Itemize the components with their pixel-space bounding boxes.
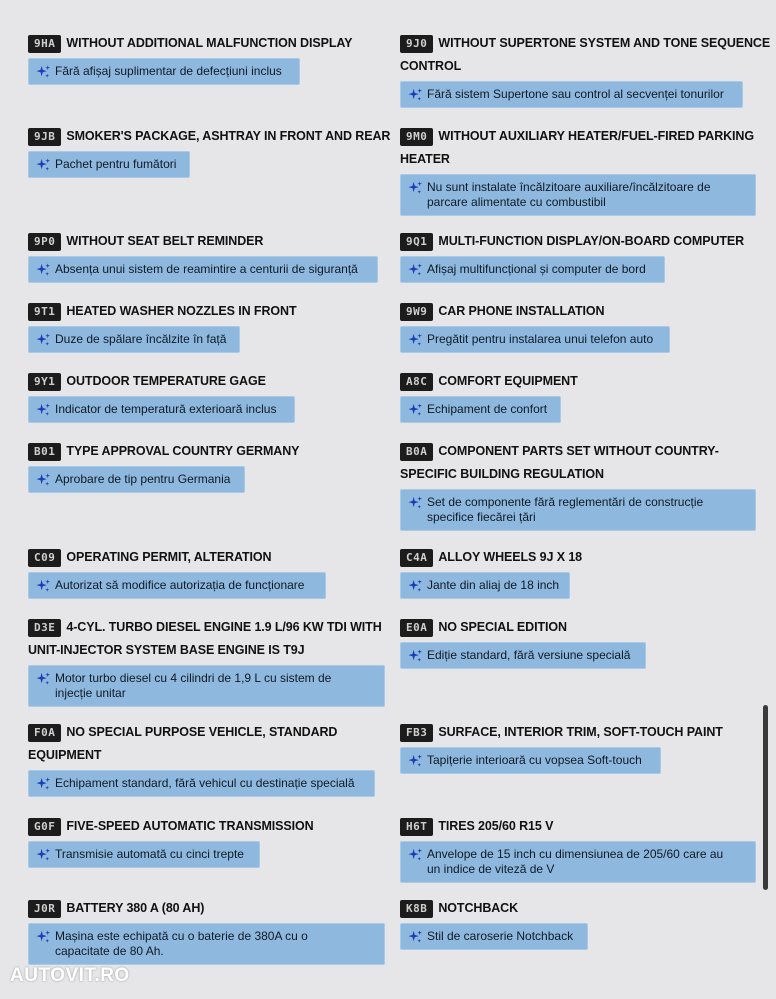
equipment-title: CAR PHONE INSTALLATION (438, 304, 605, 318)
equipment-item-9t1 (28, 300, 297, 346)
ai-sparkle-icon (36, 333, 51, 347)
translation-box (28, 841, 260, 868)
equipment-code: H6T (400, 818, 433, 836)
equipment-title-continued: UNIT-INJECTOR SYSTEM BASE ENGINE IS T9J (28, 643, 305, 657)
equipment-code: J0R (28, 900, 61, 918)
equipment-title: ALLOY WHEELS 9J X 18 (438, 550, 583, 564)
equipment-item-a8c (400, 370, 578, 416)
equipment-item-fb3 (400, 721, 723, 767)
equipment-title: COMPONENT PARTS SET WITHOUT COUNTRY- (438, 444, 719, 458)
equipment-item-9q1 (400, 230, 745, 276)
equipment-code: 9Y1 (28, 373, 61, 391)
ai-sparkle-icon (36, 473, 51, 487)
translation-text: Autorizat să modifice autorizația de funcționare (55, 578, 305, 592)
equipment-item-k8b (400, 897, 574, 943)
equipment-code: K8B (400, 900, 433, 918)
translation-text: Set de componente fără reglementări de construcție (427, 495, 704, 509)
equipment-title: WITHOUT AUXILIARY HEATER/FUEL-FIRED PARKING (438, 129, 754, 143)
equipment-title-continued: SPECIFIC BUILDING REGULATION (400, 467, 604, 481)
translation-box (400, 326, 670, 353)
ai-sparkle-icon (408, 181, 423, 195)
equipment-title: OPERATING PERMIT, ALTERATION (66, 550, 272, 564)
ai-sparkle-icon (408, 848, 423, 862)
equipment-code: E0A (400, 619, 433, 637)
equipment-title: HEATED WASHER NOZZLES IN FRONT (66, 304, 297, 318)
translation-box (28, 770, 375, 797)
ai-sparkle-icon (36, 158, 51, 172)
ai-sparkle-icon (36, 403, 51, 417)
equipment-code: 9JB (28, 128, 61, 146)
equipment-item-e0a (400, 616, 631, 662)
translation-text: Echipament de confort (427, 402, 548, 416)
translation-box (400, 489, 756, 531)
translation-box (28, 572, 326, 599)
translation-text: Afișaj multifuncțional și computer de bord (427, 262, 646, 276)
scrollbar[interactable] (763, 705, 768, 890)
translation-text-continued: injecție unitar (55, 686, 126, 700)
ai-sparkle-icon (408, 579, 423, 593)
ai-sparkle-icon (408, 754, 423, 768)
ai-sparkle-icon (408, 496, 423, 510)
equipment-title: OUTDOOR TEMPERATURE GAGE (66, 374, 266, 388)
translation-text: Pachet pentru fumători (55, 157, 177, 171)
equipment-title: NO SPECIAL PURPOSE VEHICLE, STANDARD (66, 725, 338, 739)
translation-box (28, 151, 190, 178)
translation-text: Transmisie automată cu cinci trepte (55, 847, 244, 861)
equipment-item-c4a (400, 546, 583, 592)
equipment-title-continued: CONTROL (400, 59, 462, 73)
equipment-title: TIRES 205/60 R15 V (438, 819, 554, 833)
translation-box (400, 396, 561, 423)
equipment-item-b01 (28, 440, 300, 486)
equipment-code: FB3 (400, 724, 433, 742)
translation-box (28, 58, 300, 85)
equipment-item-9p0 (28, 230, 358, 276)
equipment-title: SURFACE, INTERIOR TRIM, SOFT-TOUCH PAINT (438, 725, 723, 739)
ai-sparkle-icon (408, 263, 423, 277)
equipment-code: G0F (28, 818, 61, 836)
equipment-code: C09 (28, 549, 61, 567)
equipment-item-b0a (400, 440, 719, 524)
ai-sparkle-icon (36, 65, 51, 79)
equipment-title: WITHOUT ADDITIONAL MALFUNCTION DISPLAY (66, 36, 353, 50)
translation-text-continued: specifice fiecărei țări (427, 510, 536, 524)
equipment-title: SMOKER'S PACKAGE, ASHTRAY IN FRONT AND REAR (66, 129, 391, 143)
translation-text: Nu sunt instalate încălzitoare auxiliare/încălzitoare de (427, 180, 711, 194)
equipment-item-j0r (28, 897, 308, 958)
equipment-item-f0a (28, 721, 355, 790)
ai-sparkle-icon (36, 930, 51, 944)
equipment-item-9y1 (28, 370, 277, 416)
equipment-title: 4-CYL. TURBO DIESEL ENGINE 1.9 L/96 KW TDI WITH (66, 620, 382, 634)
translation-text-continued: parcare alimentate cu combustibil (427, 195, 606, 209)
translation-box (28, 396, 295, 423)
translation-text: Mașina este echipată cu o baterie de 380A cu o (55, 929, 308, 943)
equipment-code: F0A (28, 724, 61, 742)
translation-box (28, 326, 240, 353)
equipment-code: A8C (400, 373, 433, 391)
equipment-item-9jb (28, 125, 391, 171)
translation-box (400, 747, 661, 774)
translation-text: Fără sistem Supertone sau control al secvenței tonurilor (427, 87, 724, 101)
translation-box (400, 174, 756, 216)
equipment-item-9m0 (400, 125, 754, 209)
translation-text-continued: capacitate de 80 Ah. (55, 944, 164, 958)
equipment-item-9ha (28, 32, 353, 78)
equipment-title: FIVE-SPEED AUTOMATIC TRANSMISSION (66, 819, 314, 833)
equipment-code: 9HA (28, 35, 61, 53)
ai-sparkle-icon (36, 848, 51, 862)
equipment-code: 9T1 (28, 303, 61, 321)
translation-text: Pregătit pentru instalarea unui telefon auto (427, 332, 654, 346)
translation-text: Duze de spălare încălzite în față (55, 332, 227, 346)
equipment-title: COMFORT EQUIPMENT (438, 374, 578, 388)
equipment-code: 9J0 (400, 35, 433, 53)
translation-box (28, 256, 378, 283)
translation-box (400, 572, 570, 599)
translation-text: Absența unui sistem de reamintire a centurii de siguranță (55, 262, 358, 276)
equipment-title: WITHOUT SUPERTONE SYSTEM AND TONE SEQUENCE (438, 36, 771, 50)
translation-box (400, 923, 588, 950)
translation-text: Fără afișaj suplimentar de defecțiuni inclus (55, 64, 282, 78)
equipment-title-continued: EQUIPMENT (28, 748, 102, 762)
equipment-item-h6t (400, 815, 724, 876)
equipment-code: B0A (400, 443, 433, 461)
equipment-title: MULTI-FUNCTION DISPLAY/ON-BOARD COMPUTER (438, 234, 745, 248)
translation-text: Jante din aliaj de 18 inch (427, 578, 560, 592)
ai-sparkle-icon (408, 930, 423, 944)
equipment-title-continued: HEATER (400, 152, 450, 166)
translation-text: Anvelope de 15 inch cu dimensiunea de 205/60 care au (427, 847, 724, 861)
equipment-code: C4A (400, 549, 433, 567)
translation-box (400, 256, 665, 283)
translation-box (400, 841, 756, 883)
equipment-title: NO SPECIAL EDITION (438, 620, 567, 634)
translation-text: Ediție standard, fără versiune specială (427, 648, 631, 662)
equipment-item-d3e (28, 616, 382, 700)
ai-sparkle-icon (36, 672, 51, 686)
ai-sparkle-icon (36, 579, 51, 593)
translation-box (28, 466, 245, 493)
equipment-item-9j0 (400, 32, 771, 101)
translation-text: Aprobare de tip pentru Germania (55, 472, 231, 486)
equipment-item-c09 (28, 546, 305, 592)
translation-text: Indicator de temperatură exterioară inclus (55, 402, 277, 416)
equipment-item-g0f (28, 815, 314, 861)
equipment-title: TYPE APPROVAL COUNTRY GERMANY (66, 444, 300, 458)
translation-text: Stil de caroserie Notchback (427, 929, 574, 943)
ai-sparkle-icon (408, 333, 423, 347)
translation-text: Motor turbo diesel cu 4 cilindri de 1,9 L cu sistem de (55, 671, 332, 685)
equipment-title: BATTERY 380 A (80 AH) (66, 901, 205, 915)
translation-text-continued: un indice de viteză de V (427, 862, 555, 876)
equipment-code: D3E (28, 619, 61, 637)
ai-sparkle-icon (36, 777, 51, 791)
translation-text: Echipament standard, fără vehicul cu destinație specială (55, 776, 355, 790)
ai-sparkle-icon (408, 88, 423, 102)
ai-sparkle-icon (36, 263, 51, 277)
translation-box (400, 642, 646, 669)
ai-sparkle-icon (408, 403, 423, 417)
equipment-title: NOTCHBACK (438, 901, 519, 915)
equipment-code: 9W9 (400, 303, 433, 321)
equipment-title: WITHOUT SEAT BELT REMINDER (66, 234, 264, 248)
translation-box (400, 81, 743, 108)
autovit-logo: AUTOVIT.RO (10, 965, 130, 986)
ai-sparkle-icon (408, 649, 423, 663)
translation-box (28, 665, 385, 707)
equipment-code: 9Q1 (400, 233, 433, 251)
translation-text: Tapițerie interioară cu vopsea Soft-touch (427, 753, 642, 767)
equipment-code: 9M0 (400, 128, 433, 146)
equipment-code: B01 (28, 443, 61, 461)
equipment-item-9w9 (400, 300, 654, 346)
translation-box (28, 923, 385, 965)
equipment-code: 9P0 (28, 233, 61, 251)
